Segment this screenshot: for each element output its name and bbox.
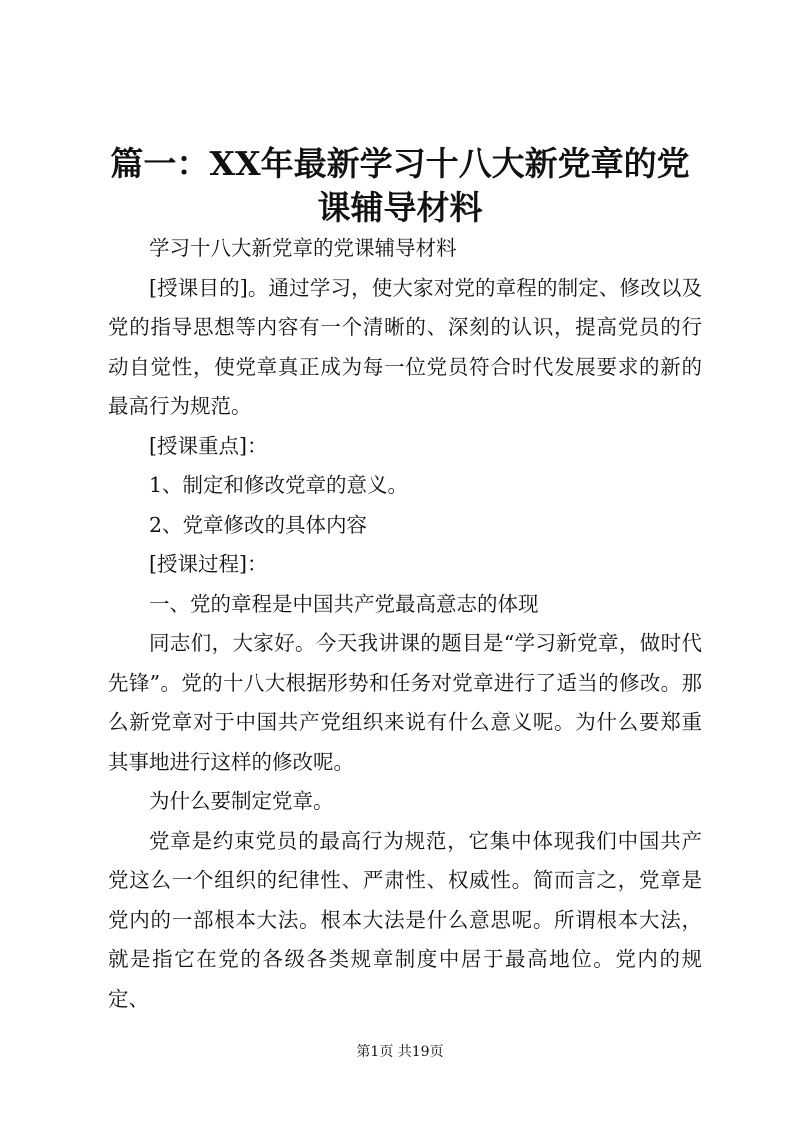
- paragraph-why-heading: 为什么要制定党章。: [149, 789, 334, 813]
- paragraph-key-points-heading: [授课重点]：: [149, 433, 268, 458]
- page-footer: 第1页 共19页: [356, 1044, 444, 1060]
- document-title: 篇一：XX年最新学习十八大新党章的党课辅导材料: [110, 144, 690, 227]
- paragraph-subtitle: 学习十八大新党章的党课辅导材料: [149, 236, 457, 260]
- paragraph-greeting: 同志们，大家好。今天我讲课的题目是“学习新党章，做时代先锋”。党的十八大根据形势和任务对党章进行了适当的修改。那么新党章对于中国共产党组织来说有什么意义呢。为什么要郑重其事地进行这样的修改呢。: [108, 631, 702, 774]
- document-body: [108, 229, 702, 1019]
- paragraph-key-point-2: 2、党章修改的具体内容: [149, 512, 368, 537]
- paragraph-party-constitution: 党章是约束党员的最高行为规范，它集中体现我们中国共产党这么一个组织的纪律性、严肃性、权威性。简而言之，党章是党内的一部根本大法。根本大法是什么意思呢。所谓根本大法，就是指它在党的各级各类规章制度中居于最高地位。党内的规定、: [108, 828, 702, 1011]
- paragraph-section-1-heading: 一、党的章程是中国共产党最高意志的体现: [149, 591, 539, 616]
- paragraph-objective: [授课目的]。通过学习，使大家对党的章程的制定、修改以及党的指导思想等内容有一个清晰的、深刻的认识，提高党员的行动自觉性，使党章真正成为每一位党员符合时代发展要求的新的最高行为规范。: [108, 275, 702, 418]
- paragraph-process-heading: [授课过程]：: [149, 552, 268, 576]
- paragraph-key-point-1: 1、制定和修改党章的意义。: [149, 473, 409, 497]
